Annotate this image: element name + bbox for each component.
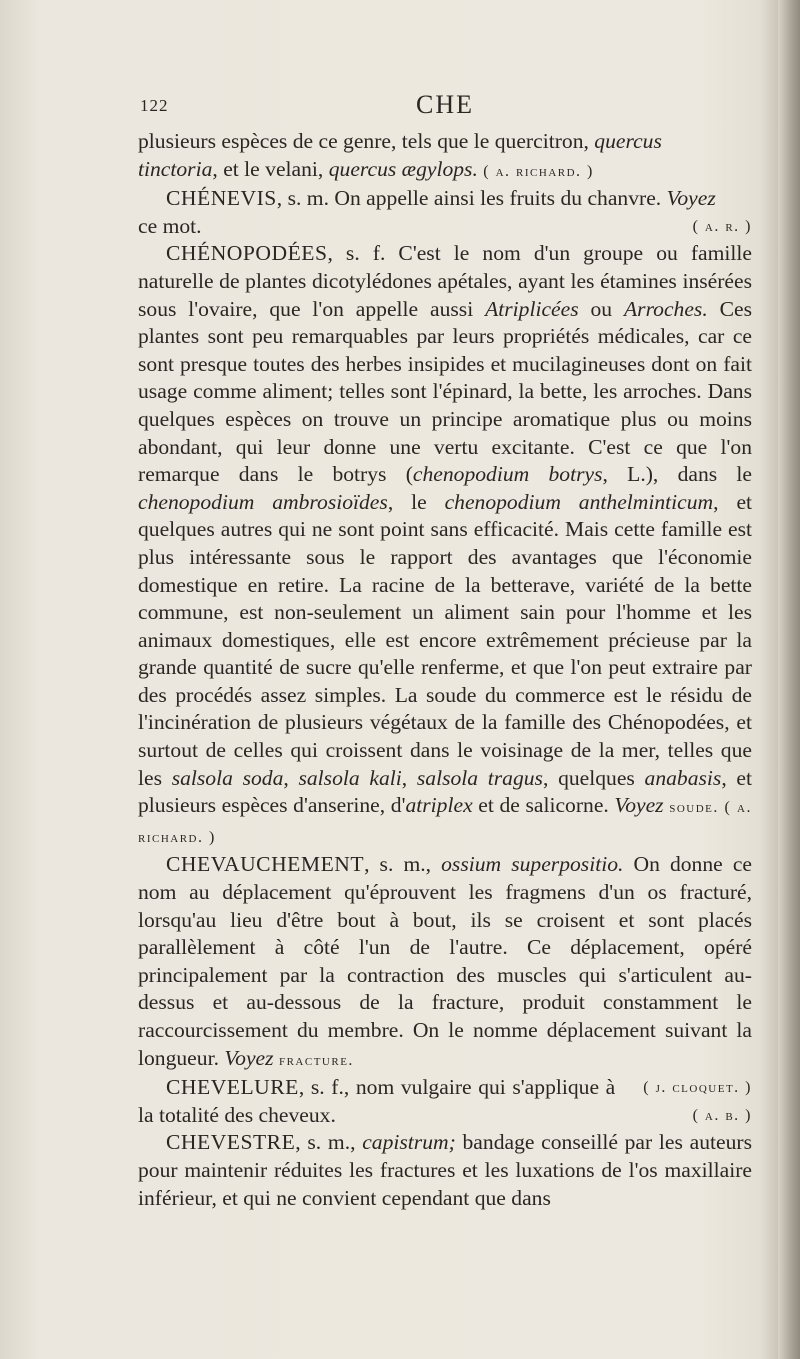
entry-text: , et plusieurs espèces d'anserine, d' bbox=[138, 765, 753, 818]
entry-text: , s. m., bbox=[295, 1130, 363, 1155]
italic-text: quercus bbox=[594, 129, 662, 153]
dictionary-entry bbox=[138, 128, 752, 185]
entry-text: , et le velani, bbox=[212, 156, 329, 181]
italic-text: Atriplicées bbox=[485, 296, 579, 321]
italic-text: anabasis bbox=[644, 765, 722, 790]
italic-text: quercus ægylops. bbox=[328, 156, 478, 181]
dictionary-entry bbox=[138, 1129, 752, 1212]
running-head: CHE bbox=[416, 90, 474, 119]
italic-text: Voyez bbox=[224, 1045, 274, 1070]
page-header bbox=[138, 90, 752, 122]
author-signature: fracture. bbox=[278, 1051, 354, 1069]
entry-headword: CHEVESTRE bbox=[166, 1130, 296, 1155]
italic-text: salsola kali bbox=[298, 765, 402, 790]
italic-text: Voyez bbox=[666, 186, 716, 211]
italic-text: salsola tragus bbox=[416, 765, 543, 790]
entry-text: , le bbox=[387, 489, 445, 514]
entry-text: ce mot. bbox=[138, 213, 202, 238]
entry-text: , bbox=[401, 765, 417, 790]
italic-text: chenopodium botrys bbox=[412, 462, 603, 487]
italic-text: ossium superpositio. bbox=[441, 852, 624, 877]
entry-headword: CHEVELURE bbox=[166, 1075, 299, 1100]
page-number: 122 bbox=[140, 96, 169, 115]
italic-text: atriplex bbox=[405, 793, 473, 818]
entry-text: On donne ce nom au déplacement qu'éprouvent les fragmens d'un os fracturé, lorsqu'au lieu d'être bout à bout, ils se croisent et sont placés parallèlement à côté l'un de l'autre. Ce déplacement, opéré principalement par la contraction des muscles qui s'articulent au-dessus et au-dessous de la fracture, produit constamment le raccourcissement du membre. On le nomme déplacement suivant la longueur. bbox=[138, 852, 752, 1070]
entry-text: , et quelques autres qui ne sont point sans efficacité. Mais cette famille est plus intéressante sous le rapport des avantages que l'économie domestique en retire. La racine de la betterave, variété de la bette commune, est non-seulement un aliment sain pour l'homme et les animaux domestiques, elle est encore extrêmement précieuse par la grande quantité de sucre qu'elle renferme, et que l'on peut extraire par des procédés assez simples. La soude du commerce est le résidu de l'incinération de plusieurs végétaux de la famille des Chénopodées, et surtout de celles qui croissent dans le voisinage de la mer, telles que les bbox=[138, 489, 753, 790]
dictionary-entry bbox=[138, 185, 752, 240]
entry-text: , L.), dans le bbox=[602, 462, 752, 487]
entry-text: bandage conseillé par les auteurs pour maintenir réduites les fractures et les luxations de l'os maxillaire inférieur, et qui ne convient cependant que dans bbox=[138, 1130, 752, 1210]
dictionary-entry bbox=[138, 240, 752, 851]
entry-text: , s. m., bbox=[364, 852, 442, 877]
author-signature: ( j. cloquet. ) bbox=[643, 1079, 752, 1097]
entry-headword: CHÉNOPODÉES bbox=[166, 241, 328, 266]
author-signature: ( a. richard. ) bbox=[138, 799, 753, 846]
entry-text: Ces plantes sont peu remarquables par leurs propriétés médicales, car ce sont presque toutes des herbes insipides et mucilagineuses dont on fait usage comme aliment; telles sont l'épinard, la bette, les arroches. Dans quelques espèces on trouve un principe aromatique plus ou moins abondant, qui leur donne une vertu excitante. C'est ce que l'on remarque dans le botrys ( bbox=[138, 296, 752, 487]
author-signature: ( a. b. ) bbox=[692, 1106, 752, 1124]
author-signature: ( a. richard. ) bbox=[483, 162, 594, 180]
dictionary-entries bbox=[138, 128, 752, 1212]
entry-text: plusieurs espèces de ce genre, tels que le quercitron, bbox=[138, 129, 595, 153]
italic-text: chenopodium ambrosioïdes bbox=[138, 489, 388, 514]
italic-text: Voyez bbox=[614, 793, 664, 818]
italic-text: salsola soda bbox=[171, 765, 284, 790]
entry-headword: CHEVAUCHEMENT bbox=[166, 852, 365, 877]
italic-text: tinctoria bbox=[138, 156, 213, 181]
entry-text: , bbox=[283, 765, 299, 790]
entry-text: ou bbox=[578, 296, 624, 321]
entry-text: , quelques bbox=[542, 765, 645, 790]
italic-text: chenopodium anthelminticum bbox=[444, 489, 714, 514]
entry-text: , s. m. On appelle ainsi les fruits du chanvre. bbox=[276, 186, 667, 211]
entry-headword: CHÉNEVIS bbox=[166, 186, 277, 211]
page-edge bbox=[778, 0, 800, 1359]
italic-text: Arroches. bbox=[623, 296, 708, 321]
entry-text: , s. f., nom vulgaire qui s'applique à la totalité des cheveux. bbox=[138, 1075, 616, 1127]
page-content bbox=[138, 90, 752, 1212]
entry-text: et de salicorne. bbox=[472, 793, 615, 818]
entry-text: , s. f. C'est le nom d'un groupe ou famille naturelle de plantes dicotylédones apétales, ayant les étamines insérées sous l'ovaire, que l'on appelle aussi bbox=[138, 241, 752, 321]
italic-text: capistrum; bbox=[362, 1130, 456, 1155]
author-signature: soude. bbox=[669, 799, 719, 817]
author-signature: ( a. r. ) bbox=[692, 217, 752, 235]
